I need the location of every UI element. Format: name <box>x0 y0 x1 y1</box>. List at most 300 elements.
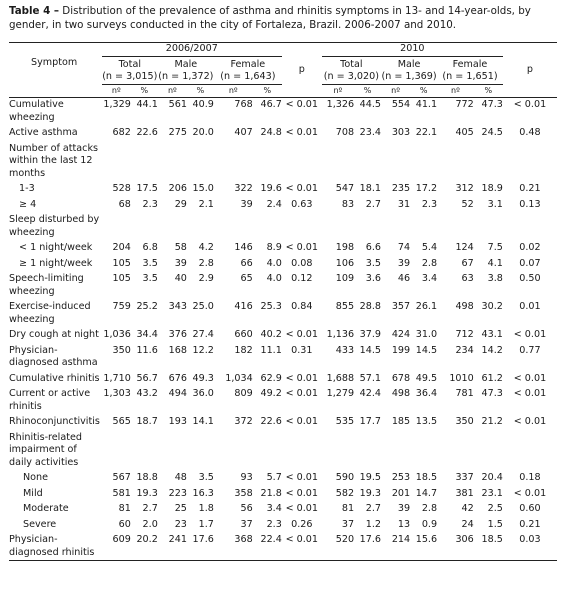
row-cell <box>214 430 253 471</box>
table-row <box>9 256 557 272</box>
row-symptom: Severe <box>23 518 57 530</box>
row-cell: 0.77 <box>519 344 541 356</box>
row-symptom: Mild <box>23 487 43 499</box>
row-cell <box>503 212 557 240</box>
row-cell: 146 <box>234 242 253 253</box>
header-symptom: Symptom <box>9 43 102 85</box>
row-cell: 13 <box>397 518 411 530</box>
row-cell: 581 <box>112 487 131 499</box>
row-cell: 376 <box>168 329 187 340</box>
row-cell: 1,688 <box>326 372 355 384</box>
row-cell: 47.3 <box>481 99 503 110</box>
row-cell: 2.7 <box>142 503 158 514</box>
table-caption-text: Distribution of the prevalence of asthma and rhinitis symptoms in 13- and 14-year-olds, by gender, in two surveys conducted in the city of Fortaleza, Brazil. 2006-2007 and 2010. <box>9 5 531 31</box>
row-cell: 350 <box>455 416 474 427</box>
row-cell: 198 <box>335 242 355 253</box>
row-cell: < 0.01 <box>513 416 547 427</box>
row-cell: 206 <box>168 183 187 194</box>
row-cell: 2.8 <box>198 257 214 269</box>
row-cell: 16.3 <box>192 487 214 499</box>
row-cell: 68 <box>118 198 131 210</box>
row-cell: 5.7 <box>266 472 282 483</box>
row-cell: 4.1 <box>487 257 503 269</box>
header-pct: % <box>131 84 158 98</box>
table-row <box>9 343 557 371</box>
row-cell: 565 <box>112 416 131 427</box>
row-symptom: 1-3 <box>19 183 35 194</box>
row-cell <box>187 141 214 182</box>
row-cell <box>354 212 381 240</box>
header-n: nº <box>102 84 131 98</box>
row-cell: 561 <box>168 99 187 110</box>
header-s2-total-n: (n = 3,020) <box>322 71 381 84</box>
row-cell: 350 <box>112 344 131 356</box>
row-cell: 234 <box>455 344 474 356</box>
row-cell: 660 <box>234 329 253 340</box>
header-s1-total-n: (n = 3,015) <box>102 71 158 82</box>
row-cell: 44.1 <box>136 99 158 110</box>
row-symptom: Sleep disturbed by wheezing <box>9 214 100 238</box>
row-symptom: Dry cough at night <box>9 329 99 340</box>
row-cell: 1,279 <box>326 388 355 399</box>
row-symptom: Physician-diagnosed rhinitis <box>9 532 102 561</box>
row-cell: 312 <box>455 183 474 194</box>
row-cell: 0.18 <box>519 472 541 483</box>
row-cell: < 0.01 <box>285 472 319 483</box>
row-cell: 18.1 <box>359 183 382 194</box>
row-cell: 4.0 <box>266 257 282 269</box>
row-cell: 528 <box>112 183 131 194</box>
row-cell: 13.5 <box>415 416 438 427</box>
row-cell: 27.4 <box>192 329 214 340</box>
row-cell: 358 <box>234 487 253 499</box>
row-cell: 2.8 <box>421 257 438 269</box>
row-cell: 3.5 <box>365 257 382 269</box>
table-row <box>9 386 557 414</box>
row-cell <box>437 212 474 240</box>
row-cell: 0.12 <box>291 273 313 284</box>
row-cell: 0.48 <box>519 127 541 138</box>
row-cell: 24.5 <box>481 127 503 138</box>
row-cell: 22.6 <box>260 416 282 427</box>
row-cell: 405 <box>455 127 474 138</box>
row-cell: 18.8 <box>136 472 158 483</box>
header-n: nº <box>158 84 187 98</box>
header-pct: % <box>474 84 503 98</box>
row-cell <box>131 141 158 182</box>
row-cell: 204 <box>112 242 131 253</box>
header-s1-female: Female <box>230 58 266 70</box>
row-cell: 83 <box>341 198 355 210</box>
row-cell: 20.0 <box>192 127 214 138</box>
row-cell: 3.8 <box>487 273 503 284</box>
row-cell: 1,136 <box>326 329 355 340</box>
table-row <box>9 414 557 430</box>
row-cell <box>214 212 253 240</box>
table-row <box>9 125 557 141</box>
row-cell <box>354 430 381 471</box>
row-cell: 24.8 <box>260 127 282 138</box>
row-cell <box>102 141 131 182</box>
row-cell: 1,326 <box>326 99 355 110</box>
table-row <box>9 430 557 471</box>
header-survey-2010: 2010 <box>322 43 503 57</box>
row-cell: 23 <box>174 518 187 530</box>
row-cell: 416 <box>234 301 253 312</box>
row-cell: 214 <box>381 532 410 561</box>
row-cell <box>437 141 474 182</box>
row-cell: 36.0 <box>192 388 214 399</box>
row-cell <box>474 430 503 471</box>
row-cell: < 0.01 <box>513 388 547 399</box>
row-cell: < 0.01 <box>285 416 319 427</box>
row-cell: 2.3 <box>421 198 438 210</box>
row-cell: 25 <box>174 503 187 514</box>
row-cell: 0.07 <box>519 257 541 269</box>
row-cell: 1,329 <box>103 99 131 110</box>
row-cell: < 0.01 <box>513 99 547 110</box>
header-s2-male: Male <box>397 58 421 70</box>
row-cell: 39 <box>240 198 253 210</box>
row-cell: < 0.01 <box>285 183 319 194</box>
row-cell: 17.2 <box>415 183 438 194</box>
row-cell: 17.5 <box>136 183 158 194</box>
row-cell: 8.9 <box>266 242 282 253</box>
row-cell: 17.6 <box>354 532 381 561</box>
row-cell: 381 <box>455 487 474 499</box>
row-cell: 14.5 <box>359 344 382 356</box>
row-cell: 343 <box>168 301 187 312</box>
row-cell: 0.63 <box>291 198 313 210</box>
header-s1-male: Male <box>174 58 198 70</box>
row-cell: 31.0 <box>415 329 438 340</box>
row-cell: < 0.01 <box>513 372 547 384</box>
row-cell <box>410 430 437 471</box>
row-cell: 19.6 <box>260 183 282 194</box>
row-cell: 66 <box>240 257 253 269</box>
row-symptom: Physician-diagnosed asthma <box>9 344 98 368</box>
header-pct: % <box>354 84 381 98</box>
row-cell: 0.84 <box>291 301 313 312</box>
row-cell: 41.1 <box>415 99 438 110</box>
table-row <box>9 212 557 240</box>
row-cell: 63 <box>461 273 474 284</box>
table-row <box>9 271 557 299</box>
table-row <box>9 181 557 197</box>
row-cell: 18.5 <box>415 472 438 483</box>
row-cell: 14.5 <box>415 344 438 356</box>
row-cell: 424 <box>391 329 411 340</box>
row-cell: 781 <box>455 388 474 399</box>
row-cell: 494 <box>168 388 187 399</box>
row-cell: < 0.01 <box>282 532 322 561</box>
row-symptom: Current or active rhinitis <box>9 388 91 412</box>
row-cell <box>381 212 410 240</box>
row-cell: 0.21 <box>519 183 541 194</box>
row-cell: 6.6 <box>365 242 382 253</box>
row-cell: 22.6 <box>136 127 158 138</box>
row-cell: 678 <box>391 372 411 384</box>
row-cell: 124 <box>455 242 474 253</box>
row-symptom: Exercise-induced wheezing <box>9 301 91 325</box>
row-cell: 14.7 <box>415 487 438 499</box>
row-cell: < 0.01 <box>285 372 319 384</box>
row-cell: 759 <box>112 301 131 312</box>
row-cell: 37 <box>341 518 355 530</box>
row-symptom: Speech-limiting wheezing <box>9 273 84 297</box>
row-cell: 168 <box>168 344 187 356</box>
row-cell <box>381 141 410 182</box>
table-row <box>9 240 557 256</box>
row-cell <box>410 212 437 240</box>
row-cell: 275 <box>168 127 187 138</box>
row-cell: 3.4 <box>421 273 438 284</box>
row-symptom: Moderate <box>23 503 69 514</box>
row-cell: 29 <box>174 198 187 210</box>
row-cell: 21.8 <box>260 487 282 499</box>
row-cell: 1,034 <box>225 372 253 384</box>
row-cell: < 0.01 <box>285 329 319 340</box>
row-cell: 39 <box>174 257 187 269</box>
row-cell: 3.5 <box>198 472 214 483</box>
row-cell: 40 <box>174 273 187 284</box>
row-cell: 433 <box>335 344 355 356</box>
row-cell: 31 <box>397 198 411 210</box>
row-cell: 40.9 <box>192 99 214 110</box>
row-cell: 36.4 <box>415 388 438 399</box>
row-cell: 0.50 <box>519 273 541 284</box>
row-cell: 0.13 <box>519 198 541 210</box>
table-caption-label: Table 4 – <box>9 5 60 17</box>
row-cell: 772 <box>455 99 474 110</box>
row-cell: < 0.01 <box>285 242 319 253</box>
row-cell <box>503 141 557 182</box>
row-cell <box>322 212 354 240</box>
table-row <box>9 501 557 517</box>
row-cell: 74 <box>397 242 411 253</box>
table-row <box>9 486 557 502</box>
row-cell: 20.4 <box>481 472 503 483</box>
row-cell: 81 <box>118 503 131 514</box>
row-cell: 554 <box>391 99 411 110</box>
table-row <box>9 141 557 182</box>
row-cell: 520 <box>322 532 354 561</box>
header-s1-p: p <box>298 63 305 75</box>
row-cell: 93 <box>240 472 253 483</box>
row-cell: 199 <box>391 344 411 356</box>
table-body <box>9 98 557 561</box>
row-cell: 18.9 <box>481 183 503 194</box>
row-cell: 37.9 <box>359 329 382 340</box>
header-s1-male-n: (n = 1,372) <box>158 71 214 82</box>
table-row <box>9 532 557 561</box>
row-symptom: Cumulative rhinitis <box>9 372 100 384</box>
row-symptom: Rhinoconjunctivitis <box>9 416 100 427</box>
row-cell: 26.1 <box>415 301 438 312</box>
row-cell: 60 <box>118 518 131 530</box>
row-cell: 30.2 <box>481 301 503 312</box>
row-cell: 15.0 <box>192 183 214 194</box>
row-cell <box>282 430 322 471</box>
row-cell: 357 <box>391 301 411 312</box>
row-cell: 22.4 <box>253 532 282 561</box>
row-symptom: Rhinitis-related impairment of daily activities <box>9 431 82 468</box>
header-n: nº <box>381 84 410 98</box>
row-cell: 105 <box>112 273 131 284</box>
row-cell: < 0.01 <box>285 99 319 110</box>
row-cell: 1,303 <box>103 388 131 399</box>
row-cell: 42 <box>461 503 474 514</box>
row-cell <box>410 141 437 182</box>
prevalence-table <box>9 42 557 561</box>
row-cell: 106 <box>335 257 355 269</box>
row-cell: 855 <box>335 301 355 312</box>
row-cell <box>282 212 322 240</box>
row-cell: 43.2 <box>136 388 158 399</box>
row-cell <box>158 430 187 471</box>
row-cell: < 0.01 <box>513 487 547 499</box>
row-cell: 25.2 <box>136 301 158 312</box>
row-cell: 62.9 <box>260 372 282 384</box>
row-cell: 43.1 <box>481 329 503 340</box>
header-s2-male-n: (n = 1,369) <box>381 71 437 82</box>
row-symptom: None <box>23 472 49 483</box>
row-cell: 0.02 <box>519 242 541 253</box>
row-cell: 1,036 <box>103 329 131 340</box>
row-cell: 253 <box>391 472 411 483</box>
row-cell: 3.5 <box>142 273 158 284</box>
row-cell: 0.60 <box>519 503 541 514</box>
row-cell: 590 <box>335 472 355 483</box>
row-cell: 1010 <box>449 372 474 384</box>
row-cell: 109 <box>335 273 355 284</box>
table-row <box>9 470 557 486</box>
row-cell: 46.7 <box>260 99 282 110</box>
row-cell: 6.8 <box>142 242 158 253</box>
row-cell: 15.6 <box>410 532 437 561</box>
row-cell: 14.1 <box>192 416 214 427</box>
row-cell: 37 <box>240 518 253 530</box>
header-n: nº <box>322 84 354 98</box>
row-cell: 2.1 <box>198 198 214 210</box>
row-cell: 34.4 <box>136 329 158 340</box>
row-cell: 2.0 <box>142 518 158 530</box>
row-cell: 372 <box>234 416 253 427</box>
table-row <box>9 327 557 343</box>
row-cell: 40.2 <box>260 329 282 340</box>
row-cell: 1.7 <box>198 518 214 530</box>
row-cell <box>253 141 282 182</box>
header-survey-2006-2007: 2006/2007 <box>102 43 282 57</box>
row-cell: 368 <box>214 532 253 561</box>
row-symptom: Number of attacks within the last 12 months <box>9 142 98 179</box>
row-cell: 19.3 <box>359 487 382 499</box>
header-s2-p: p <box>526 63 533 75</box>
row-cell: 3.5 <box>142 257 158 269</box>
row-cell <box>474 212 503 240</box>
header-n: nº <box>437 84 474 98</box>
row-cell: 56 <box>240 503 253 514</box>
row-cell: 25.3 <box>260 301 282 312</box>
row-cell: < 0.01 <box>285 503 319 514</box>
row-cell: 11.6 <box>136 344 158 356</box>
row-cell: 2.7 <box>365 503 382 514</box>
row-cell: 2.7 <box>365 198 382 210</box>
row-cell: 337 <box>455 472 474 483</box>
row-cell: 39 <box>397 257 411 269</box>
row-cell: 58 <box>174 242 187 253</box>
row-cell <box>131 212 158 240</box>
row-cell: 768 <box>234 99 253 110</box>
row-cell <box>187 212 214 240</box>
row-cell: 708 <box>335 127 355 138</box>
header-s2-total: Total <box>340 58 363 70</box>
row-cell: 2.9 <box>198 273 214 284</box>
row-cell: 0.9 <box>421 518 438 530</box>
row-cell <box>158 141 187 182</box>
row-cell: 582 <box>335 487 355 499</box>
row-cell: 1.8 <box>198 503 214 514</box>
row-cell: 52 <box>461 198 474 210</box>
row-cell: 11.1 <box>260 344 282 356</box>
row-cell <box>503 430 557 471</box>
row-cell: 81 <box>341 503 355 514</box>
row-cell: 185 <box>391 416 411 427</box>
header-pct: % <box>410 84 437 98</box>
row-cell: 48 <box>174 472 187 483</box>
row-cell: 3.4 <box>266 503 282 514</box>
row-cell: 19.5 <box>359 472 382 483</box>
row-cell: 4.2 <box>198 242 214 253</box>
row-cell: 306 <box>437 532 474 561</box>
row-cell: 14.2 <box>481 344 503 356</box>
row-cell: 303 <box>391 127 411 138</box>
row-cell: 12.2 <box>192 344 214 356</box>
row-cell <box>381 430 410 471</box>
row-cell: 498 <box>391 388 411 399</box>
row-cell <box>354 141 381 182</box>
row-cell: 49.5 <box>415 372 438 384</box>
row-cell: 0.31 <box>291 344 313 356</box>
table-row <box>9 197 557 213</box>
row-cell: < 0.01 <box>285 487 319 499</box>
header-n: nº <box>214 84 253 98</box>
table-row <box>9 517 557 533</box>
row-cell: 223 <box>168 487 187 499</box>
row-cell: 23.4 <box>359 127 382 138</box>
row-cell: 22.1 <box>415 127 438 138</box>
row-cell: 24 <box>461 518 474 530</box>
row-cell: 1,710 <box>103 372 131 384</box>
row-cell: 20.2 <box>131 532 158 561</box>
header-s2-female: Female <box>452 58 488 70</box>
row-cell <box>282 141 322 182</box>
row-cell: 49.3 <box>192 372 214 384</box>
row-cell <box>322 141 354 182</box>
row-cell: 547 <box>335 183 355 194</box>
row-cell <box>214 141 253 182</box>
row-cell: 0.03 <box>503 532 557 561</box>
row-cell: < 0.01 <box>285 388 319 399</box>
row-cell: 2.3 <box>266 518 282 530</box>
row-cell: 3.6 <box>365 273 382 284</box>
table-header <box>9 43 557 98</box>
row-cell: 407 <box>234 127 253 138</box>
header-s1-female-n: (n = 1,643) <box>214 71 282 84</box>
row-cell: 39 <box>397 503 411 514</box>
row-cell: 241 <box>158 532 187 561</box>
row-cell: 56.7 <box>136 372 158 384</box>
